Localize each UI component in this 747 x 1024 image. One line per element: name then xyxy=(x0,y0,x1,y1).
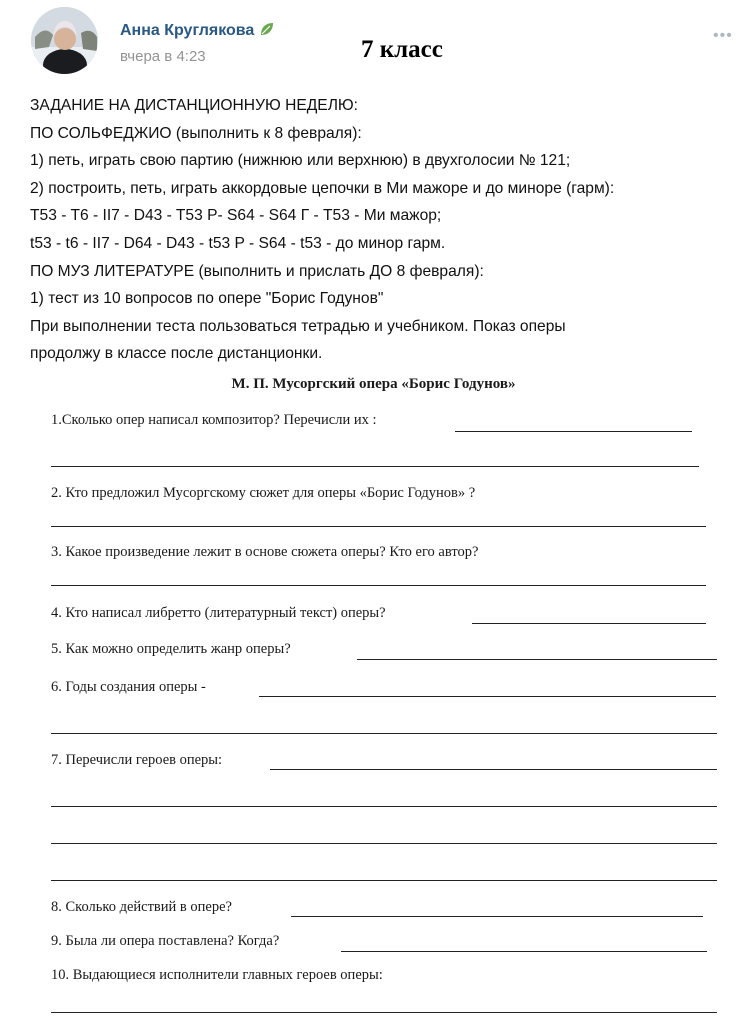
avatar[interactable] xyxy=(31,7,98,74)
answer-line xyxy=(51,806,717,807)
more-horizontal-icon[interactable]: ••• xyxy=(713,27,733,44)
avatar-photo xyxy=(31,7,98,74)
post-line: T53 - T6 - II7 - D43 - T53 P- S64 - S64 Г - T53 - Ми мажор; xyxy=(30,207,442,225)
author-name[interactable] xyxy=(120,21,275,42)
answer-line xyxy=(472,623,706,624)
leaf-icon xyxy=(259,21,275,42)
answer-line xyxy=(291,916,703,917)
post-line: продолжу в классе после дистанционки. xyxy=(30,345,323,363)
author-name-text[interactable]: Анна Круглякова xyxy=(120,22,255,39)
answer-line xyxy=(259,696,716,697)
post-line: t53 - t6 - II7 - D64 - D43 - t53 P - S64 - t53 - до минор гарм. xyxy=(30,234,446,252)
answer-line xyxy=(51,880,717,881)
post-line: ПО СОЛЬФЕДЖИО (выполнить к 8 февраля): xyxy=(30,124,362,142)
answer-line xyxy=(51,843,717,844)
question-3: 3. Какое произведение лежит в основе сюжета оперы? Кто его автор? xyxy=(51,544,479,560)
worksheet-title: М. П. Мусоргский опера «Борис Годунов» xyxy=(231,376,516,392)
question-10: 10. Выдающиеся исполнители главных героев оперы: xyxy=(51,967,383,983)
post-line: 2) построить, петь, играть аккордовые цепочки в Ми мажоре и до миноре (гарм): xyxy=(30,179,615,197)
question-7: 7. Перечисли героев оперы: xyxy=(51,752,223,768)
answer-line xyxy=(455,431,692,432)
answer-line xyxy=(341,951,707,952)
post-line: 1) петь, играть свою партию (нижнюю или верхнюю) в двухголосии № 121; xyxy=(30,152,571,170)
answer-line xyxy=(51,1012,717,1013)
post-line: ПО МУЗ ЛИТЕРАТУРЕ (выполнить и прислать ДО 8 февраля): xyxy=(30,262,484,280)
question-8: 8. Сколько действий в опере? xyxy=(51,899,232,915)
answer-line xyxy=(51,466,699,467)
post-time[interactable]: вчера в 4:23 xyxy=(120,48,206,65)
answer-line xyxy=(51,526,706,527)
post-line: ЗАДАНИЕ НА ДИСТАНЦИОННУЮ НЕДЕЛЮ: xyxy=(30,97,359,114)
post-text xyxy=(30,92,730,368)
image-caption: 7 класс xyxy=(361,36,443,63)
answer-line xyxy=(357,659,717,660)
post-line: При выполнении теста пользоваться тетрадью и учебником. Показ оперы xyxy=(30,317,566,335)
post-line: 1) тест из 10 вопросов по опере "Борис Годунов" xyxy=(30,290,384,308)
question-4: 4. Кто написал либретто (литературный текст) оперы? xyxy=(51,605,386,621)
question-2: 2. Кто предложил Мусоргскому сюжет для оперы «Борис Годунов» ? xyxy=(51,485,476,501)
answer-line xyxy=(51,733,717,734)
question-5: 5. Как можно определить жанр оперы? xyxy=(51,641,291,657)
question-9: 9. Была ли опера поставлена? Когда? xyxy=(51,933,280,949)
answer-line xyxy=(270,769,717,770)
answer-line xyxy=(51,585,706,586)
question-6: 6. Годы создания оперы - xyxy=(51,679,206,695)
question-1: 1.Сколько опер написал композитор? Перечисли их : xyxy=(51,412,377,428)
